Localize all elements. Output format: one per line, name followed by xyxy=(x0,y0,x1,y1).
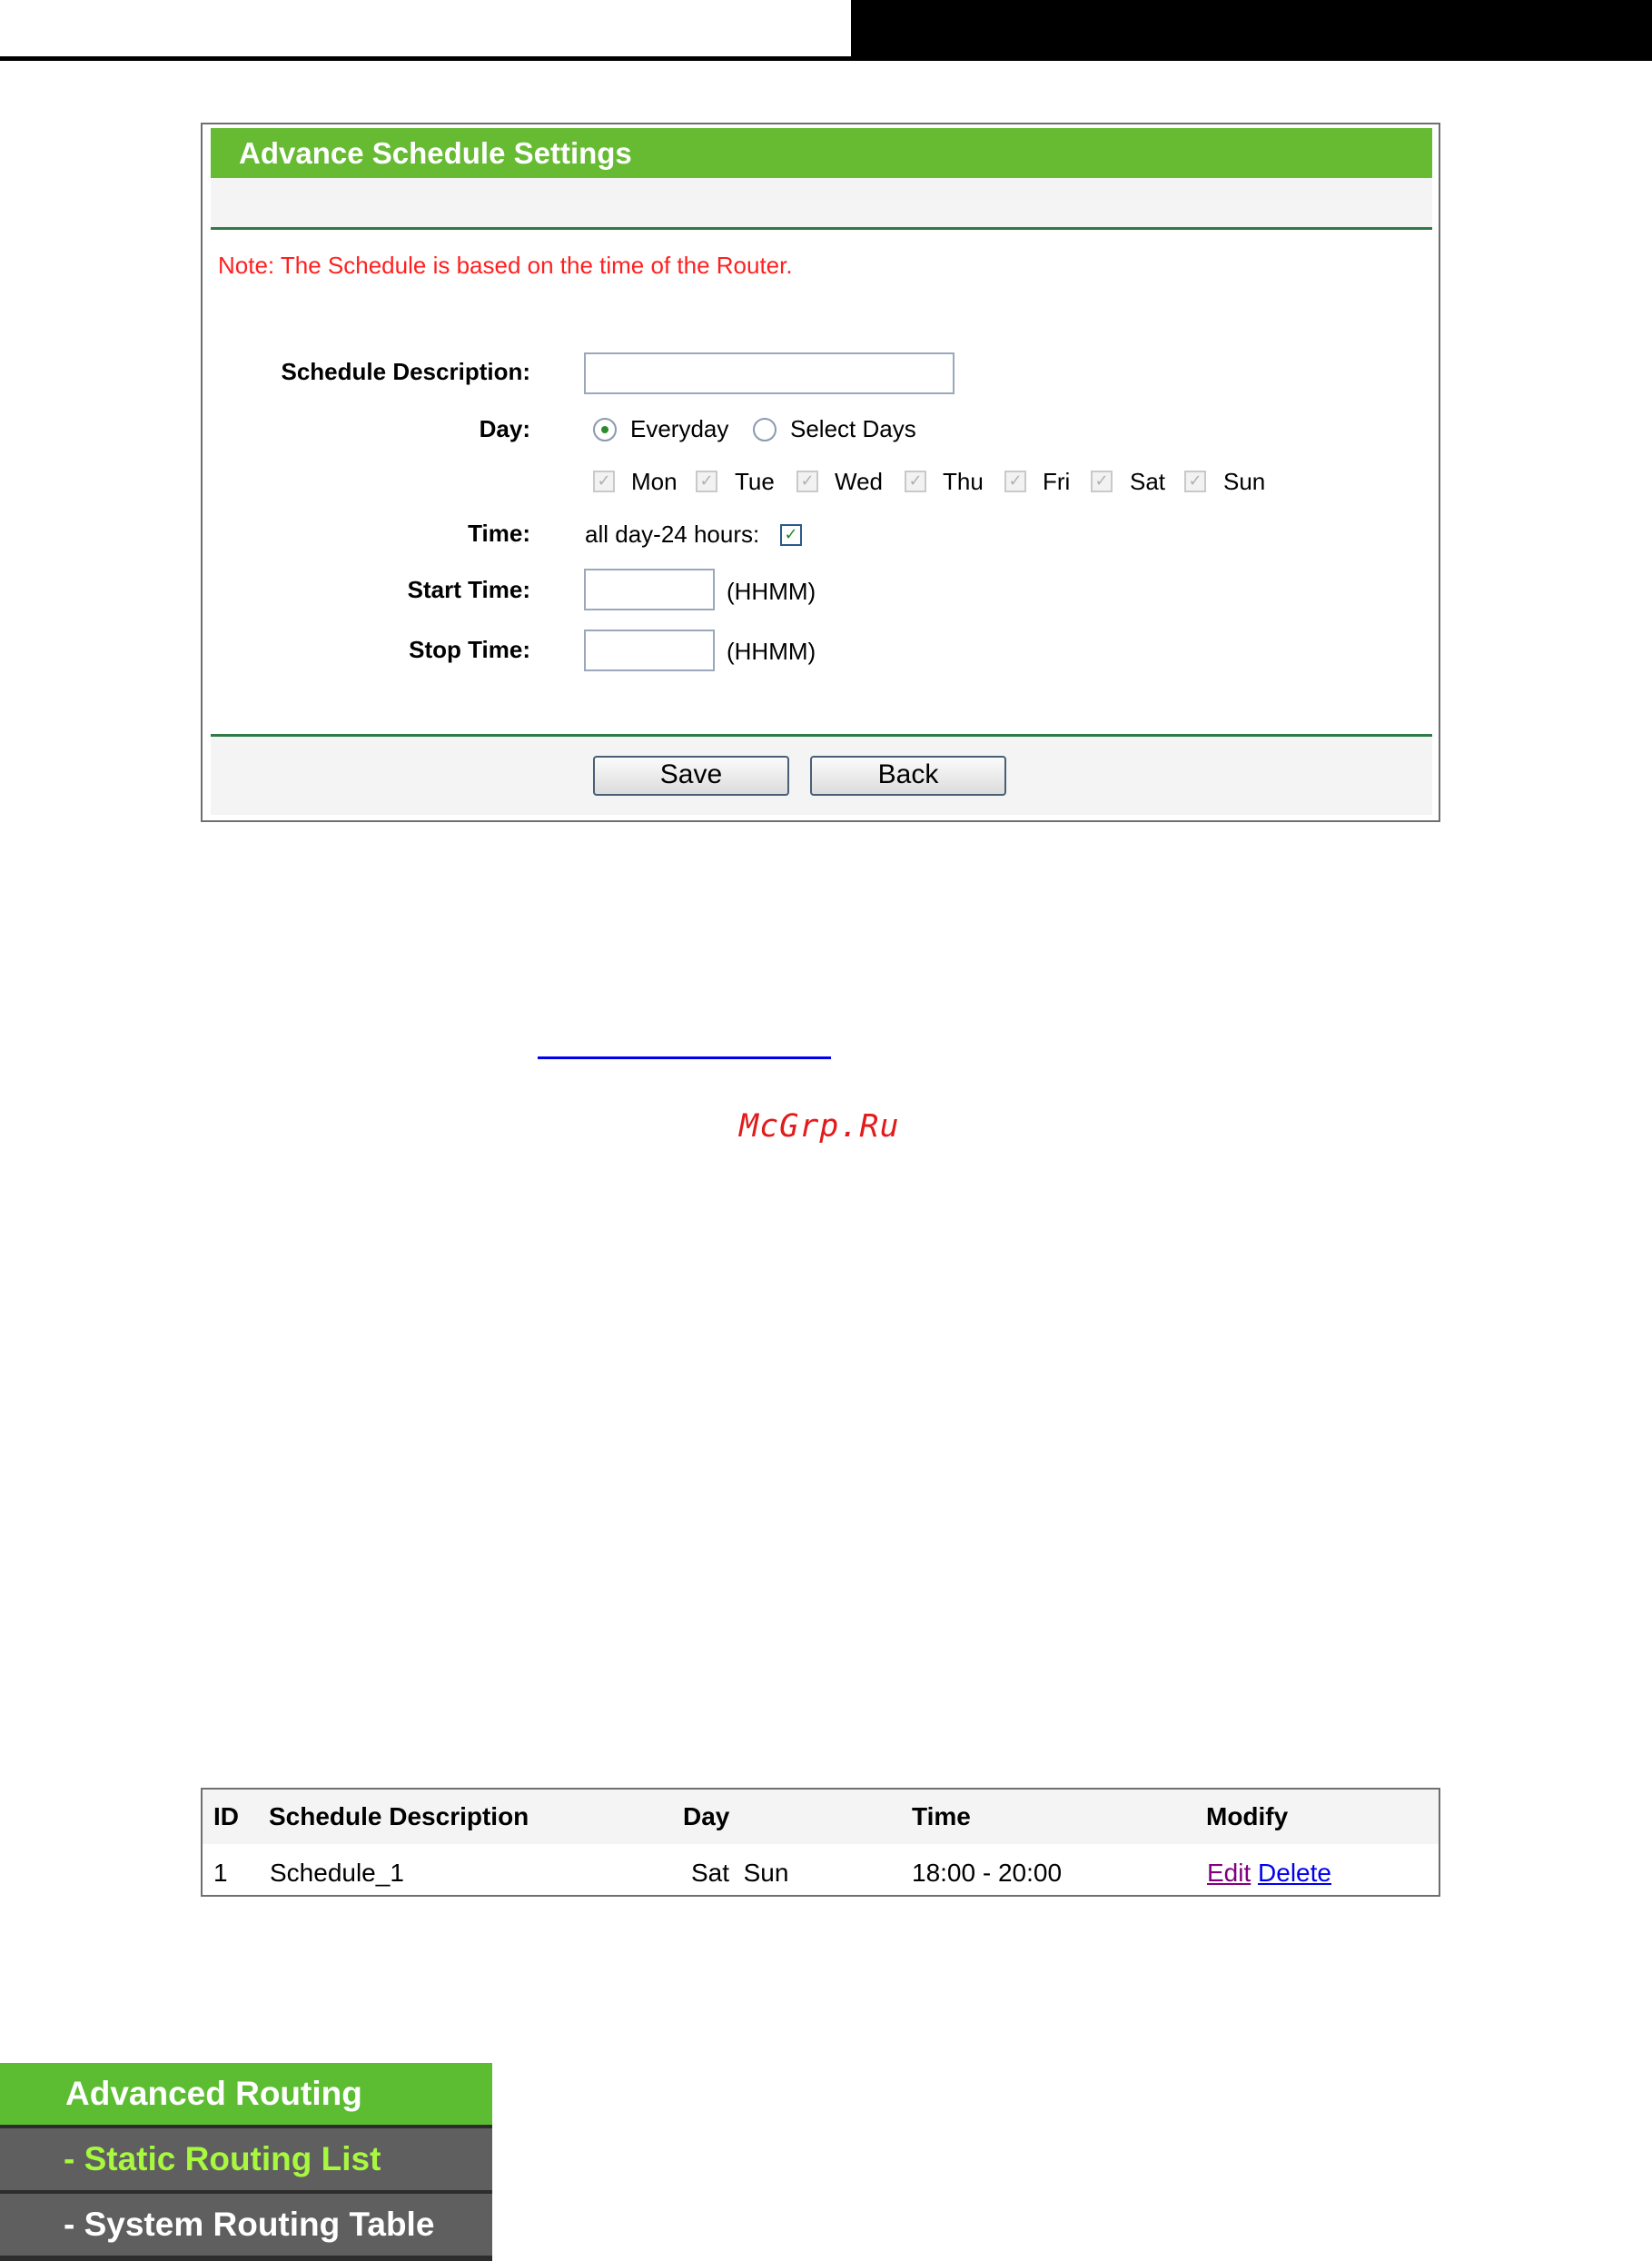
cell-id: 1 xyxy=(213,1859,228,1887)
panel-title: Advance Schedule Settings xyxy=(211,128,1432,178)
day-label-mon: Mon xyxy=(631,468,678,495)
hyperlink-underline[interactable] xyxy=(538,1056,831,1059)
start-time-input[interactable] xyxy=(584,569,715,610)
cell-description: Schedule_1 xyxy=(270,1859,404,1887)
day-checkbox-sun[interactable]: ✓ xyxy=(1184,471,1206,492)
column-header-description: Schedule Description xyxy=(269,1802,529,1830)
start-time-format-hint: (HHMM) xyxy=(727,578,816,605)
menu-item-static-routing-list[interactable]: - Static Routing List xyxy=(0,2128,492,2190)
allday-label: all day-24 hours: xyxy=(585,521,760,548)
divider-top xyxy=(211,227,1432,230)
column-header-time: Time xyxy=(912,1802,971,1830)
cell-day: Sat Sun xyxy=(691,1859,789,1887)
day-checkbox-sat[interactable]: ✓ xyxy=(1091,471,1113,492)
day-checkbox-tue[interactable]: ✓ xyxy=(696,471,717,492)
select-days-radio[interactable] xyxy=(753,418,777,441)
day-checkbox-thu[interactable]: ✓ xyxy=(905,471,926,492)
cell-modify xyxy=(1207,1859,1331,1888)
advanced-routing-menu xyxy=(0,2063,492,2261)
day-checkbox-mon[interactable]: ✓ xyxy=(593,471,615,492)
everyday-radio[interactable] xyxy=(593,418,617,441)
divider-bottom xyxy=(211,734,1432,737)
delete-link[interactable]: Delete xyxy=(1258,1859,1331,1887)
watermark: McGrp.Ru xyxy=(739,1108,900,1145)
day-checkbox-wed[interactable]: ✓ xyxy=(796,471,818,492)
select-days-label: Select Days xyxy=(790,415,916,442)
back-button[interactable]: Back xyxy=(810,756,1006,796)
stop-time-format-hint: (HHMM) xyxy=(727,638,816,665)
stop-time-input[interactable] xyxy=(584,630,715,671)
column-header-id: ID xyxy=(213,1802,239,1830)
edit-link[interactable]: Edit xyxy=(1207,1859,1251,1887)
stop-time-label: Stop Time: xyxy=(409,636,530,663)
start-time-label: Start Time: xyxy=(407,576,530,603)
schedule-settings-panel xyxy=(201,123,1440,822)
schedule-table xyxy=(201,1788,1440,1897)
day-label-tue: Tue xyxy=(735,468,775,495)
header-rule xyxy=(0,56,1652,61)
save-button[interactable]: Save xyxy=(593,756,789,796)
header-bar xyxy=(851,0,1652,58)
day-label-wed: Wed xyxy=(835,468,883,495)
day-label-thu: Thu xyxy=(943,468,984,495)
description-input[interactable] xyxy=(584,352,955,394)
day-label-sat: Sat xyxy=(1130,468,1166,495)
router-time-note: Note: The Schedule is based on the time of the Router. xyxy=(218,252,793,279)
time-label: Time: xyxy=(468,520,530,547)
menu-heading-advanced-routing[interactable]: Advanced Routing xyxy=(0,2063,492,2125)
day-label: Day: xyxy=(479,415,530,442)
allday-checkbox[interactable]: ✓ xyxy=(780,524,802,546)
description-label: Schedule Description: xyxy=(281,358,530,385)
panel-subheader xyxy=(211,178,1432,229)
column-header-modify: Modify xyxy=(1206,1802,1289,1830)
everyday-label: Everyday xyxy=(630,415,729,442)
day-checkbox-fri[interactable]: ✓ xyxy=(1004,471,1026,492)
day-label-sun: Sun xyxy=(1223,468,1266,495)
day-label-fri: Fri xyxy=(1043,468,1071,495)
cell-time: 18:00 - 20:00 xyxy=(912,1859,1063,1887)
menu-item-system-routing-table[interactable]: - System Routing Table xyxy=(0,2194,492,2256)
column-header-day: Day xyxy=(683,1802,730,1830)
